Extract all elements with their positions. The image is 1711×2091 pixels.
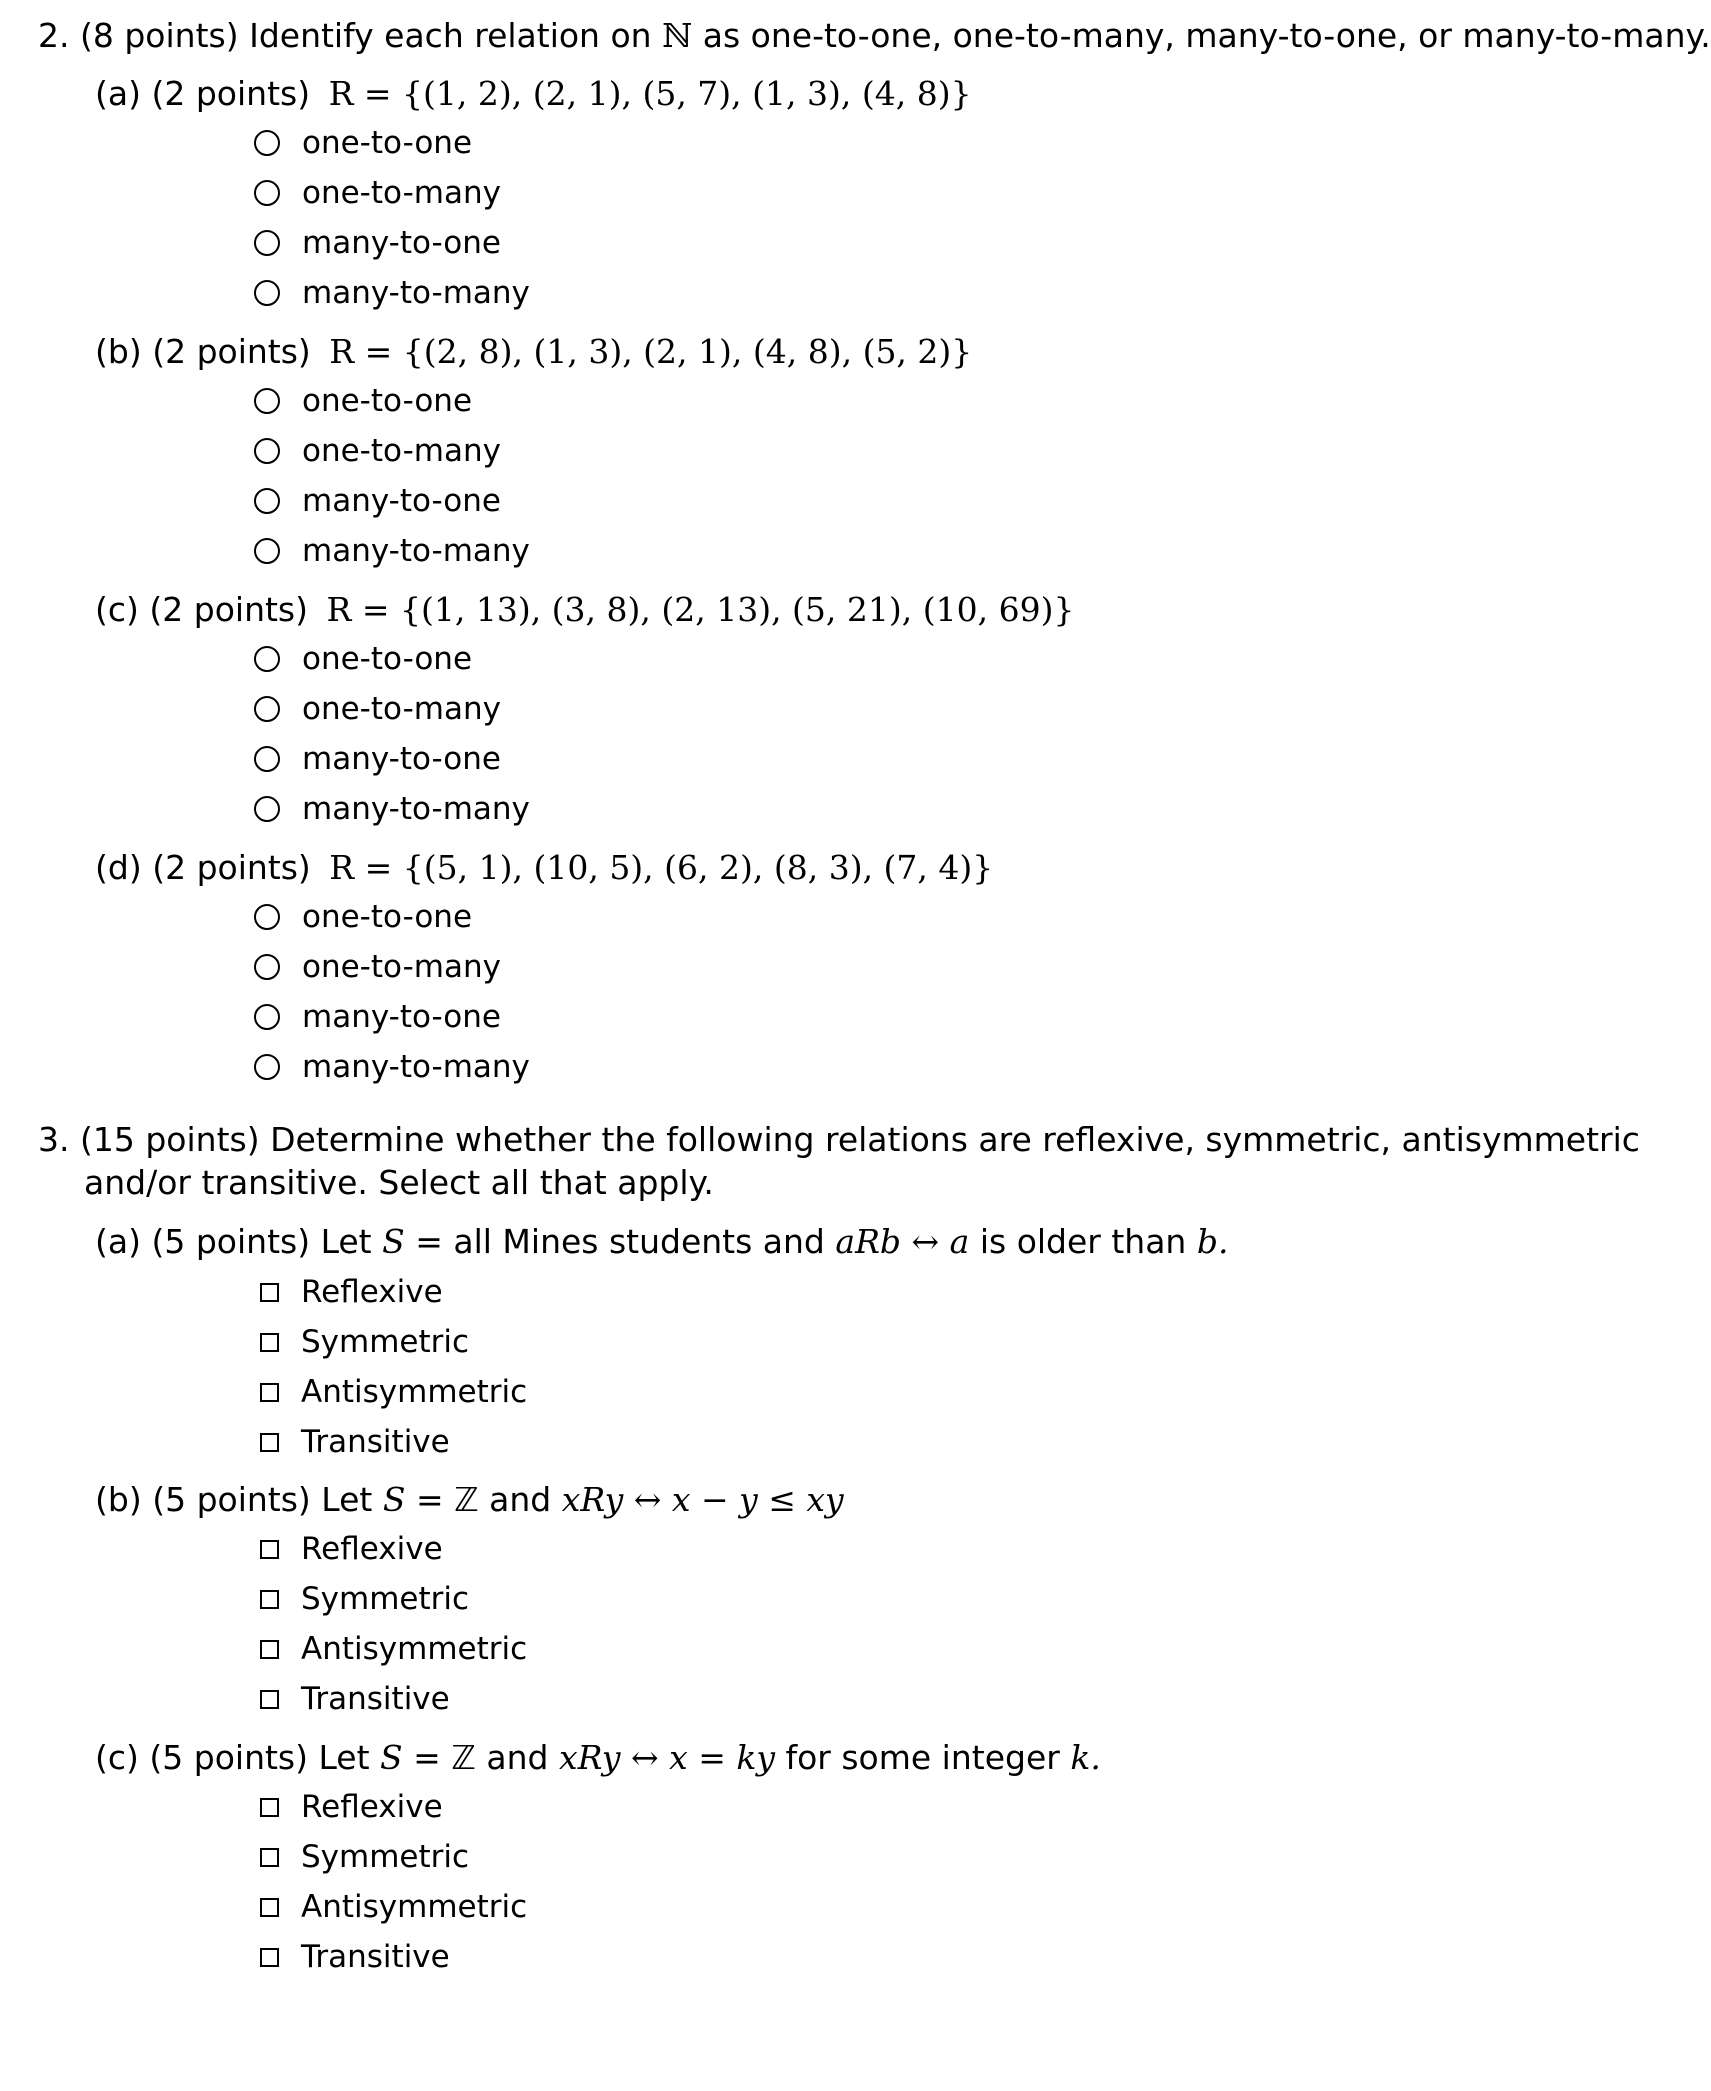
- q2b-relation: R = {(2, 8), (1, 3), (2, 1), (4, 8), (5, 2)}: [329, 332, 973, 371]
- q3a-math-1: S: [382, 1222, 405, 1261]
- q2c-header: [95, 590, 1074, 629]
- q2-prompt-a: Identify each relation on: [249, 16, 652, 55]
- q3-header-line2: [84, 1163, 714, 1202]
- option-label: one-to-one: [302, 899, 473, 935]
- q2a-option-one-to-one[interactable]: [254, 123, 472, 163]
- q2c-option-one-to-many[interactable]: [254, 689, 501, 729]
- option-label: Transitive: [301, 1939, 450, 1975]
- option-label: many-to-many: [302, 275, 530, 311]
- option-label: Transitive: [301, 1424, 450, 1460]
- q2b-option-one-to-many[interactable]: [254, 431, 501, 471]
- q3b-text-2: = ℤ and: [415, 1480, 552, 1519]
- option-label: one-to-many: [302, 175, 501, 211]
- option-label: many-to-one: [302, 225, 501, 261]
- option-label: one-to-many: [302, 433, 501, 469]
- q2a-header: [95, 74, 972, 113]
- q3c-text-1: Let: [318, 1738, 370, 1777]
- q2a-option-one-to-many[interactable]: [254, 173, 501, 213]
- q3c-math-2: xRy ↔ x = ky: [558, 1738, 775, 1777]
- q2d-points: (2 points): [152, 848, 311, 887]
- radio-icon[interactable]: [254, 746, 280, 772]
- option-label: many-to-many: [302, 533, 530, 569]
- q2b-option-many-to-one[interactable]: [254, 481, 501, 521]
- q2a-relation: R = {(1, 2), (2, 1), (5, 7), (1, 3), (4, 8)}: [328, 74, 972, 113]
- q2a-option-many-to-one[interactable]: [254, 223, 501, 263]
- radio-icon[interactable]: [254, 438, 280, 464]
- q2c-option-many-to-many[interactable]: [254, 789, 530, 829]
- radio-icon[interactable]: [254, 538, 280, 564]
- q3a-math-3: b.: [1196, 1222, 1229, 1261]
- q3-header: [38, 1120, 1640, 1159]
- radio-icon[interactable]: [254, 280, 280, 306]
- q2c-label: (c): [95, 590, 139, 629]
- option-label: many-to-many: [302, 1049, 530, 1085]
- q3c-option-transitive[interactable]: [254, 1937, 450, 1977]
- option-label: Transitive: [301, 1681, 450, 1717]
- checkbox-icon[interactable]: [260, 1590, 279, 1609]
- q2c-relation: R = {(1, 13), (3, 8), (2, 13), (5, 21), (10, 69)}: [326, 590, 1075, 629]
- q3a-option-reflexive[interactable]: [254, 1272, 443, 1312]
- q2b-option-one-to-one[interactable]: [254, 381, 472, 421]
- checkbox-icon[interactable]: [260, 1798, 279, 1817]
- q3a-label: (a): [95, 1222, 141, 1261]
- checkbox-icon[interactable]: [260, 1383, 279, 1402]
- q3-prompt-line1: Determine whether the following relations are reflexive, symmetric, antisymmetric: [270, 1120, 1640, 1159]
- q3b-math-1: S: [382, 1480, 406, 1519]
- checkbox-icon[interactable]: [260, 1283, 279, 1302]
- radio-icon[interactable]: [254, 954, 280, 980]
- option-label: Antisymmetric: [301, 1374, 528, 1410]
- option-label: Reflexive: [301, 1789, 443, 1825]
- radio-icon[interactable]: [254, 230, 280, 256]
- q2b-points: (2 points): [152, 332, 311, 371]
- checkbox-icon[interactable]: [260, 1848, 279, 1867]
- checkbox-icon[interactable]: [260, 1948, 279, 1967]
- q3b-points: (5 points): [152, 1480, 311, 1519]
- q2a-label: (a): [95, 74, 141, 113]
- q2d-option-one-to-one[interactable]: [254, 897, 472, 937]
- q3c-option-antisymmetric[interactable]: [254, 1887, 527, 1927]
- option-label: many-to-one: [302, 741, 501, 777]
- option-label: Antisymmetric: [301, 1631, 528, 1667]
- q2c-option-one-to-one[interactable]: [254, 639, 472, 679]
- option-label: one-to-one: [302, 641, 473, 677]
- q2b-label: (b): [95, 332, 142, 371]
- q3-number: 3.: [38, 1120, 70, 1159]
- q3b-math-2: xRy ↔ x − y ≤ xy: [561, 1480, 844, 1519]
- q3c-math-3: k.: [1070, 1738, 1101, 1777]
- q3c-points: (5 points): [149, 1738, 308, 1777]
- option-label: one-to-many: [302, 949, 501, 985]
- option-label: Reflexive: [301, 1274, 443, 1310]
- q2b-header: [95, 332, 972, 371]
- q3c-text-2: = ℤ and: [413, 1738, 549, 1777]
- q3b-option-transitive[interactable]: [254, 1679, 450, 1719]
- q3b-label: (b): [95, 1480, 142, 1519]
- q3a-text-3: is older than: [979, 1222, 1187, 1261]
- radio-icon[interactable]: [254, 1054, 280, 1080]
- q3c-text-3: for some integer: [785, 1738, 1060, 1777]
- q2d-option-many-to-one[interactable]: [254, 997, 501, 1037]
- q2c-option-many-to-one[interactable]: [254, 739, 501, 779]
- checkbox-icon[interactable]: [260, 1433, 279, 1452]
- q3a-math-2: aRb ↔ a: [835, 1222, 970, 1261]
- radio-icon[interactable]: [254, 488, 280, 514]
- q2d-option-one-to-many[interactable]: [254, 947, 501, 987]
- q3a-text-2: = all Mines students and: [415, 1222, 825, 1261]
- q3a-option-symmetric[interactable]: [254, 1322, 469, 1362]
- q3b-header: [95, 1480, 844, 1519]
- option-label: Antisymmetric: [301, 1889, 528, 1925]
- q2-number: 2.: [38, 16, 70, 55]
- q2-set-symbol: ℕ: [662, 16, 693, 55]
- q3a-text-1: Let: [320, 1222, 372, 1261]
- radio-icon[interactable]: [254, 646, 280, 672]
- q2d-relation: R = {(5, 1), (10, 5), (6, 2), (8, 3), (7, 4)}: [329, 848, 994, 887]
- q3b-option-symmetric[interactable]: [254, 1579, 469, 1619]
- q3-prompt-line2: and/or transitive. Select all that apply.: [84, 1163, 714, 1202]
- q3c-label: (c): [95, 1738, 139, 1777]
- option-label: many-to-one: [302, 999, 501, 1035]
- radio-icon[interactable]: [254, 388, 280, 414]
- option-label: Symmetric: [301, 1839, 470, 1875]
- q3-points: (15 points): [80, 1120, 260, 1159]
- q3a-points: (5 points): [151, 1222, 311, 1261]
- q3a-header: [95, 1222, 1228, 1261]
- q3c-header: [95, 1738, 1101, 1777]
- q3b-text-1: Let: [321, 1480, 373, 1519]
- checkbox-icon[interactable]: [260, 1333, 279, 1352]
- q3b-option-reflexive[interactable]: [254, 1529, 443, 1569]
- option-label: one-to-many: [302, 691, 501, 727]
- q3c-option-reflexive[interactable]: [254, 1787, 443, 1827]
- q3a-option-transitive[interactable]: [254, 1422, 450, 1462]
- option-label: Reflexive: [301, 1531, 443, 1567]
- radio-icon[interactable]: [254, 1004, 280, 1030]
- q3c-math-1: S: [380, 1738, 403, 1777]
- q2a-points: (2 points): [151, 74, 311, 113]
- radio-icon[interactable]: [254, 130, 280, 156]
- checkbox-icon[interactable]: [260, 1690, 279, 1709]
- q2a-option-many-to-many[interactable]: [254, 273, 530, 313]
- option-label: many-to-one: [302, 483, 501, 519]
- option-label: Symmetric: [301, 1324, 470, 1360]
- option-label: many-to-many: [302, 791, 530, 827]
- q2-points: (8 points): [80, 16, 239, 55]
- q3a-option-antisymmetric[interactable]: [254, 1372, 527, 1412]
- radio-icon[interactable]: [254, 904, 280, 930]
- option-label: one-to-one: [302, 383, 473, 419]
- radio-icon[interactable]: [254, 796, 280, 822]
- option-label: Symmetric: [301, 1581, 470, 1617]
- checkbox-icon[interactable]: [260, 1640, 279, 1659]
- q2d-option-many-to-many[interactable]: [254, 1047, 530, 1087]
- q3c-option-symmetric[interactable]: [254, 1837, 469, 1877]
- radio-icon[interactable]: [254, 696, 280, 722]
- q2d-header: [95, 848, 993, 887]
- q2d-label: (d): [95, 848, 142, 887]
- option-label: one-to-one: [302, 125, 473, 161]
- q2-header: [38, 16, 1711, 55]
- checkbox-icon[interactable]: [260, 1540, 279, 1559]
- q2c-points: (2 points): [149, 590, 308, 629]
- q2b-option-many-to-many[interactable]: [254, 531, 530, 571]
- checkbox-icon[interactable]: [260, 1898, 279, 1917]
- q3b-option-antisymmetric[interactable]: [254, 1629, 527, 1669]
- radio-icon[interactable]: [254, 180, 280, 206]
- q2-prompt-b: as one-to-one, one-to-many, many-to-one, or many-to-many.: [702, 16, 1711, 55]
